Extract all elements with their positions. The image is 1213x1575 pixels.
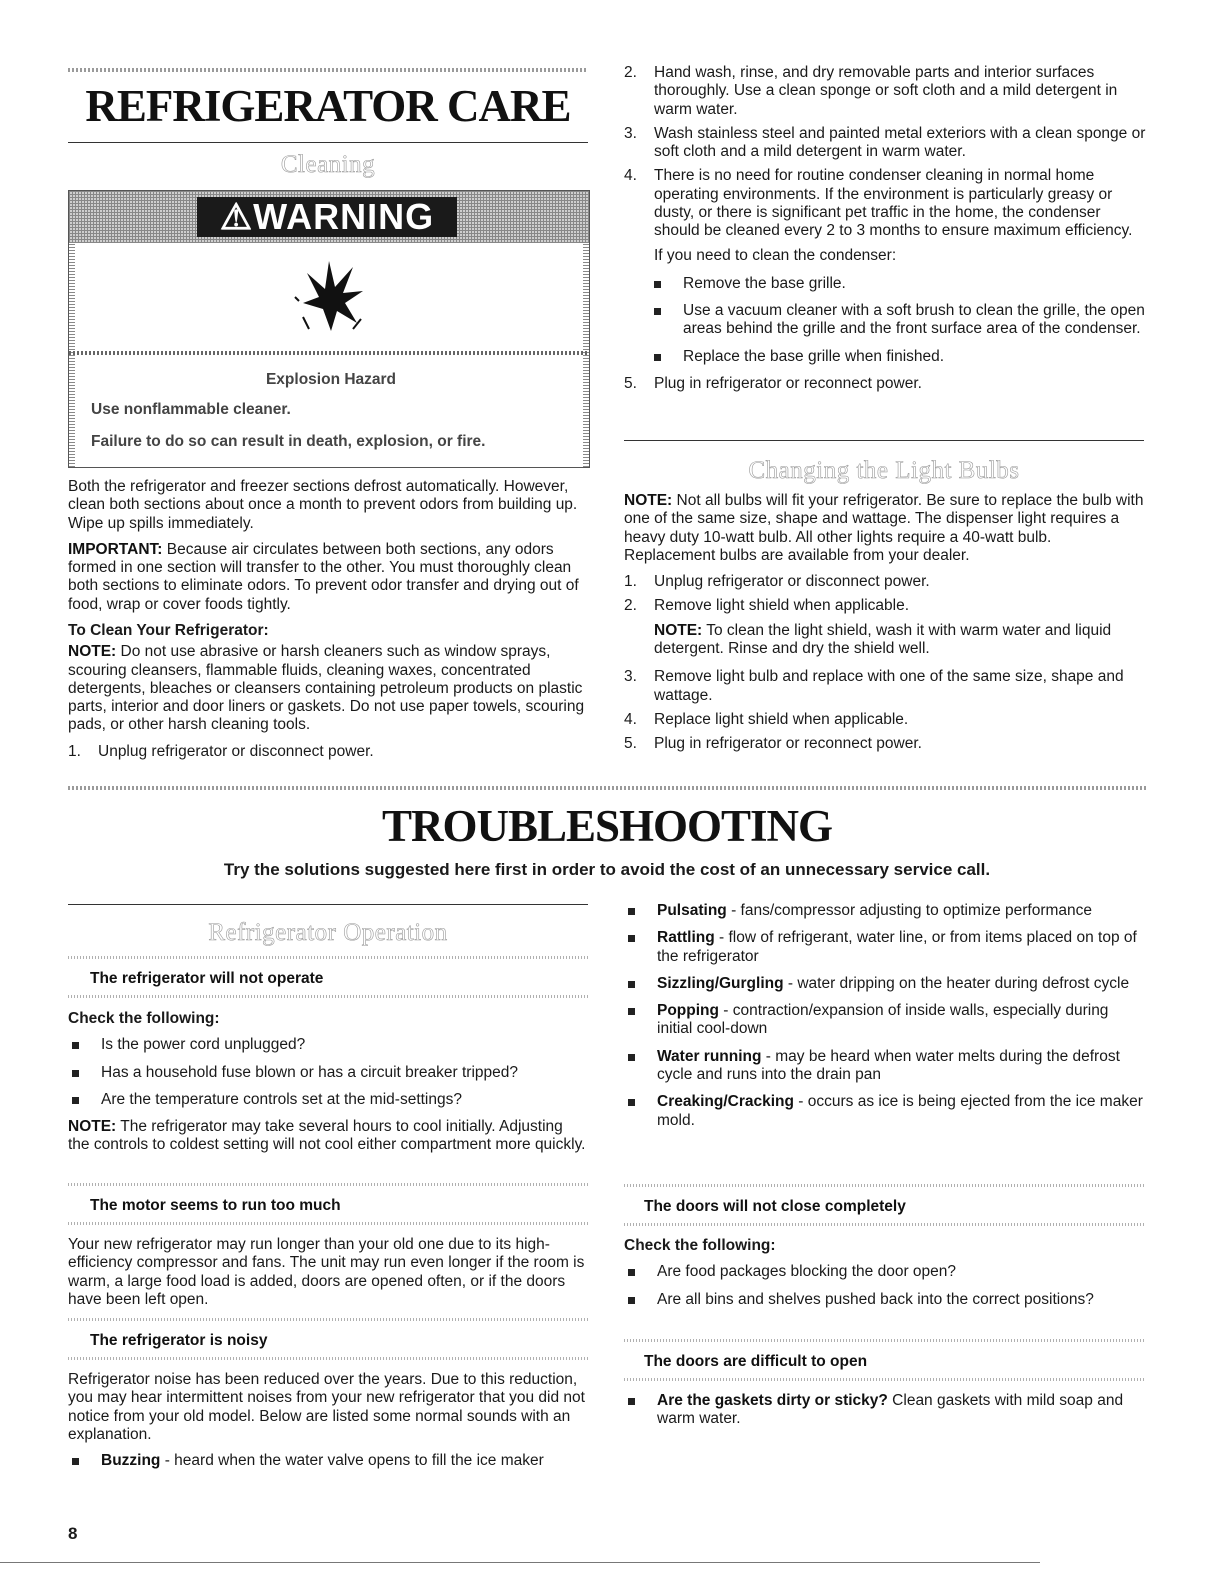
warning-line2: Failure to do so can result in death, explosion, or fire. [91,433,486,450]
bullet-icon [72,1458,79,1465]
bullet-icon [628,1297,635,1304]
bullet-icon [628,935,635,942]
doors-open-heading: The doors are difficult to open [644,1353,868,1370]
list-item: 3. Remove light bulb and replace with one of the same size, shape and wattage. [624,668,1124,704]
list-item: Sizzling/Gurgling - water dripping on the heater during defrost cycle [624,975,1146,993]
heading-rule [624,1223,1146,1226]
bulbs-note: NOTE: Not all bulbs will fit your refrigerator. Be sure to replace the bulb with one of the same size, shape and wattage. The dispenser light requires a heavy duty 10-watt bulb. All other lights require a 40-watt bulb. Replacement bulbs are available from your dealer. [624,492,1144,564]
care-left-text [68,478,588,767]
not-operate-body [68,1010,588,1163]
bullet-icon [654,308,661,315]
heading-rule [68,995,588,998]
bullet-icon [72,1070,79,1077]
noisy-body [68,1371,588,1479]
bullet-icon [72,1042,79,1049]
list-item: Are food packages blocking the door open? [624,1263,1146,1281]
motor-text: Your new refrigerator may run longer than your old one due to its high-efficiency compressor and fans. The unit may run even longer if the room is warm, a large food load is added, doors are opened often, or if the doors have been left open. [68,1236,585,1308]
heading-rule [68,1318,588,1321]
warning-divider [69,351,589,355]
bullet-icon [654,354,661,361]
list-item: 4. There is no need for routine condenser cleaning in normal home operating environments. If the environment is particularly greasy or dusty, or there is significant pet traffic in the home, the condenser should be cleaned every 2 to 3 months to ensure maximum efficiency. [624,167,1133,240]
bulbs-text [624,492,1146,759]
list-item: Are all bins and shelves pushed back into the correct positions? [624,1291,1146,1309]
cleaning-title: Cleaning [280,151,376,178]
list-item: Is the power cord unplugged? [68,1036,588,1054]
warning-label: ⚠WARNING [197,197,457,237]
trouble-subtitle: Try the solutions suggested here first in order to avoid the cost of an unnecessary service call. [223,860,991,879]
bulbs-title: Changing the Light Bulbs [748,457,1020,484]
warning-left-border [69,243,75,467]
bullet-icon [628,1054,635,1061]
heading-rule [68,1183,588,1186]
doors-close-heading: The doors will not close completely [644,1198,906,1215]
check-heading: Check the following: [68,1010,220,1027]
bullet-icon [72,1097,79,1104]
top-dotted-rule [68,68,588,72]
care-title-rule [68,142,588,143]
warning-hazard: Explosion Hazard [265,371,397,388]
list-item: 2. Remove light shield when applicable. [624,597,910,615]
check-heading: Check the following: [624,1237,776,1254]
care-important: IMPORTANT: Because air circulates between both sections, any odors formed in one section will transfer to the other. You must thoroughly clean both sections to eliminate odors. To prevent odor transfer and drying out of food, wrap or cover foods tightly. [68,540,579,613]
bullet-icon [628,1008,635,1015]
warning-body [69,243,589,467]
list-item: Creaking/Cracking - occurs as ice is being ejected from the ice maker mold. [624,1093,1146,1130]
bullet-icon [628,1269,635,1276]
list-item: Are the temperature controls set at the mid-settings? [68,1091,588,1109]
list-item: 5. Plug in refrigerator or reconnect power. [624,374,922,392]
trouble-title: TROUBLESHOOTING [381,801,833,851]
list-item: 1. Unplug refrigerator or disconnect power. [68,742,374,760]
bullet-icon [628,981,635,988]
noisy-heading: The refrigerator is noisy [90,1332,268,1349]
clean-heading: To Clean Your Refrigerator: [68,621,269,639]
bottom-rule [0,1562,1040,1563]
list-item: Pulsating - fans/compressor adjusting to optimize performance [624,902,1146,920]
care-title: REFRIGERATOR CARE [85,81,571,131]
warning-right-border [583,243,589,467]
heading-rule [624,1339,1146,1342]
warning-header [69,191,589,243]
list-item: Are the gaskets dirty or sticky? Clean gaskets with mild soap and warm water. [624,1392,1146,1429]
section-divider [68,786,1146,790]
bulbs-rule [624,440,1144,441]
not-operate-note: NOTE: The refrigerator may take several hours to cool initially. Adjusting the controls to coldest setting will not cool either compartment more quickly. [68,1118,586,1154]
doors-open-body [624,1392,1146,1438]
care-intro: Both the refrigerator and freezer sections defrost automatically. However, clean both sections about once a month to prevent odors from building up. Wipe up spills immediately. [68,478,578,532]
warning-box [68,190,590,468]
not-operate-heading: The refrigerator will not operate [90,970,324,987]
doors-close-body [624,1237,1146,1318]
operation-rule [68,904,588,905]
clean-note: NOTE: Do not use abrasive or harsh cleaners such as window sprays, scouring cleansers, flammable fluids, cleaning waxes, concentrated detergents, bleaches or cleansers containing petroleum products on plastic parts, interior and door liners or gaskets. Do not use paper towels, scouring pads, or other harsh cleaning tools. [68,643,585,734]
noisy-text: Refrigerator noise has been reduced over the years. Due to this reduction, you may hear intermittent noises from your new refrigerator that you did not notice from your old model. Below are listed some normal sounds with an explanation. [68,1371,585,1443]
bullet-icon [654,281,661,288]
heading-rule [68,1357,588,1360]
warning-triangle-icon: ⚠ [219,196,254,237]
shield-note: NOTE: To clean the light shield, wash it with warm water and liquid detergent. Rinse and dry the shield well. [654,621,1112,657]
list-item: 5. Plug in refrigerator or reconnect power. [624,735,922,753]
motor-heading: The motor seems to run too much [90,1197,341,1214]
bullet-icon [628,1099,635,1106]
list-item: 1. Unplug refrigerator or disconnect power. [624,573,930,591]
heading-rule [68,956,588,959]
bullet-icon [628,908,635,915]
list-item: Buzzing - heard when the water valve opens to fill the ice maker [68,1452,588,1470]
list-item: 3. Wash stainless steel and painted metal exteriors with a clean sponge or soft cloth and a mild detergent in warm water. [624,124,1146,161]
heading-rule [68,1222,588,1225]
page-number: 8 [68,1524,78,1543]
list-item: 4. Replace light shield when applicable. [624,710,909,728]
list-item: Popping - contraction/expansion of inside walls, especially during initial cool-down [624,1002,1146,1039]
list-item: Remove the base grille. [650,275,1146,293]
warning-line1: Use nonflammable cleaner. [91,401,291,418]
list-item: Rattling - flow of refrigerant, water line, or from items placed on top of the refrigerator [624,929,1146,966]
heading-rule [624,1184,1146,1187]
explosion-icon [293,257,369,333]
condenser-intro: If you need to clean the condenser: [654,246,897,264]
heading-rule [624,1378,1146,1381]
list-item: Use a vacuum cleaner with a soft brush to clean the grille, the open areas behind the grille and the front surface area of the condenser. [650,302,1146,339]
sounds-list [624,902,1146,1139]
bullet-icon [628,1398,635,1405]
list-item: Water running - may be heard when water melts during the defrost cycle and runs into the drain pan [624,1048,1146,1085]
operation-title: Refrigerator Operation [208,919,448,946]
list-item: 2. Hand wash, rinse, and dry removable parts and interior surfaces thoroughly. Use a clean sponge or soft cloth and a mild detergent in warm water. [624,64,1118,118]
list-item: Replace the base grille when finished. [650,348,1146,366]
list-item: Has a household fuse blown or has a circuit breaker tripped? [68,1064,588,1082]
care-right-text [624,64,1146,399]
